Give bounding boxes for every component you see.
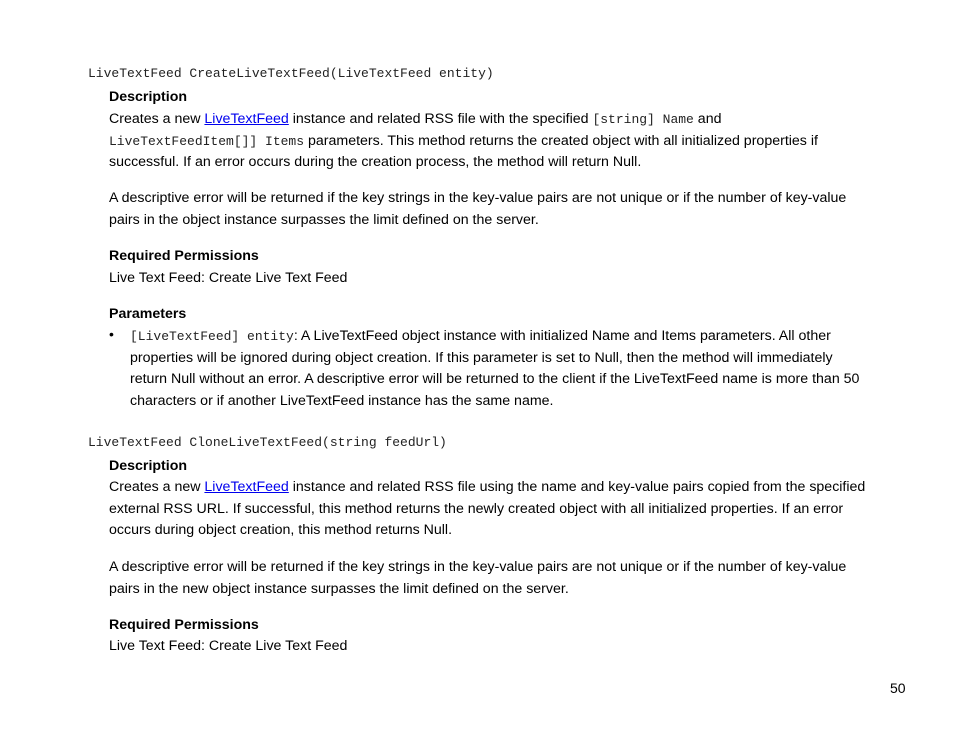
inline-code: [LiveTextFeed] entity [130,329,294,344]
text: : A LiveTextFeed object instance with initialized Name and Items parameters. All other properties will be ignored during object creation. If this parameter is set to Null, then the method will immediately return Null without an error. A descriptive error will be returned to the client if the LiveTextFeed name is more than 50 characters or if another LiveTextFeed instance has the same name. [130,328,860,409]
text: Creates a new [109,111,205,127]
permissions-text: Live Text Feed: Create Live Text Feed [109,638,348,654]
method-signature: LiveTextFeed CloneLiveTextFeed(string feedUrl) [88,435,447,450]
method-signature: LiveTextFeed CreateLiveTextFeed(LiveTextFeed entity) [88,66,494,81]
text: Creates a new [109,479,205,495]
description-heading: Description [109,89,188,105]
description-paragraph-2: A descriptive error will be returned if the key strings in the key-value pairs are not unique or if the number of key-value pairs in the new object instance surpasses the limit defined on the server. [109,559,847,597]
page-number: 50 [890,680,906,696]
livetextfeed-link[interactable]: LiveTextFeed [204,111,289,127]
text: instance and related RSS file using the name and key-value pairs copied from the specified external RSS URL. If successful, this method returns the newly created object with all initialized properties. If an error occurs during object creation, this method returns Null. [109,479,866,538]
permissions-text: Live Text Feed: Create Live Text Feed [109,270,348,286]
description-paragraph [109,477,869,542]
inline-code: [string] Name [592,112,694,127]
text: instance and related RSS file with the specified [288,111,593,127]
permissions-heading: Required Permissions [109,617,259,633]
livetextfeed-link[interactable]: LiveTextFeed [204,479,289,495]
text: and [693,111,722,127]
description-paragraph-2: A descriptive error will be returned if the key strings in the key-value pairs are not unique or if the number of key-value pairs in the object instance surpasses the limit defined on the server. [109,190,847,228]
parameter-item [130,326,865,412]
parameters-heading: Parameters [109,306,187,322]
permissions-heading: Required Permissions [109,248,259,264]
text: parameters. This method returns the created object with all initialized properties if successful. If an error occurs during the creation process, the method will return Null. [109,132,818,170]
inline-code: LiveTextFeedItem[]] Items [109,133,305,149]
description-paragraph [109,109,869,174]
bullet-icon: • [109,326,114,342]
description-heading: Description [109,458,188,474]
